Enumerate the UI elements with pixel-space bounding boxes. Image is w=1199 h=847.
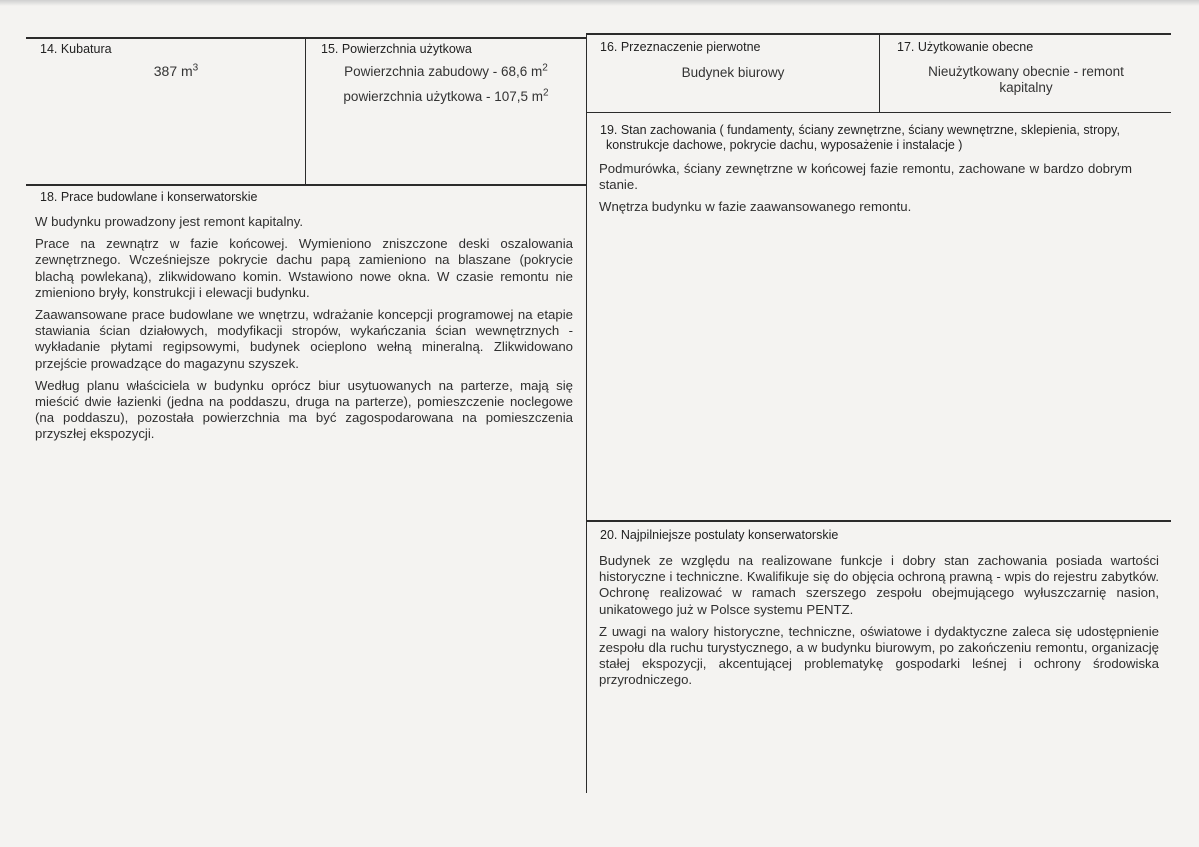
rule-top-left: [26, 37, 586, 39]
kubatura-value: [106, 63, 246, 79]
powierzchnia-uzytkowa-exponent: 2: [543, 87, 549, 99]
stan-label-line1: 19. Stan zachowania ( fundamenty, ściany zewnętrzne, ściany wewnętrzne, sklepienia, stropy,: [600, 123, 1120, 137]
uzytkowanie-label: 17. Użytkowanie obecne: [897, 40, 1034, 54]
prace-paragraph: Prace na zewnątrz w fazie końcowej. Wymieniono zniszczone deski oszalowania zewnętrznego. Wcześniejsze pokrycie dachu papą zamieniono na blaszane (pokrycie blachą powlekaną), zlikwidowano komin. Wstawiono nowe okna. W czasie remontu nie zmieniono bryły, konstrukcji i elewacji budynku.: [35, 236, 573, 300]
postulaty-paragraph: Budynek ze względu na realizowane funkcje i dobry stan zachowania posiada wartości historyczne i techniczne. Kwalifikuje się do objęcia ochroną prawną - wpis do rejestru zabytków. Ochronę realizować w ramach szerszego zespołu obejmującego wyłuszczarnię nasion, unikatowego już w Polsce systemu PENTZ.: [599, 553, 1159, 617]
powierzchnia-uzytkowa-text: powierzchnia użytkowa - 107,5 m: [343, 89, 544, 104]
powierzchnia-label: 15. Powierzchnia użytkowa: [321, 42, 472, 56]
prace-paragraph: Według planu właściciela w budynku oprócz biur usytuowanych na parterze, mają się mieścić dwie łazienki (jedna na poddaszu, druga na parterze), pomieszczenie noclegowe (na poddaszu), pozostała powierzchnia ma być zagospodarowana na pomieszczenia przyszłej ekspozycji.: [35, 377, 573, 442]
powierzchnia-line1: [306, 64, 586, 79]
page-top-edge: [0, 0, 1199, 6]
prace-paragraph: W budynku prowadzony jest remont kapitalny.: [35, 214, 304, 229]
postulaty-paragraph: Z uwagi na walory historyczne, techniczne, oświatowe i dydaktyczne zaleca się udostępnienie zespołu dla ruchu turystycznego, a w budynku biurowym, po zakończeniu remontu, organizację stałej ekspozycji, akcentującej problematykę gospodarki leśnej i ochrony środowiska przyrodniczego.: [599, 623, 1159, 688]
postulaty-text: [599, 553, 1159, 695]
powierzchnia-zabudowy-text: Powierzchnia zabudowy - 68,6 m: [344, 64, 543, 79]
postulaty-label: 20. Najpilniejsze postulaty konserwatorskie: [600, 528, 839, 542]
powierzchnia-line2: [306, 89, 586, 104]
divider-14-15: [305, 37, 306, 185]
prace-paragraph: Zaawansowane prace budowlane we wnętrzu, wdrażanie koncepcji programowej na etapie stawiania ścian działowych, modyfikacji stropów, wykańczania ścian wewnętrznych - wykładanie płytami regipsowymi, budynek ocieplono wełną mineralną. Zlikwidowano przejście prowadzące do magazynu szyszek.: [35, 307, 573, 371]
prace-label: 18. Prace budowlane i konserwatorskie: [40, 190, 258, 204]
rule-under-16-17: [586, 112, 1171, 113]
przeznaczenie-value: Budynek biurowy: [681, 65, 785, 80]
stan-text: [599, 161, 1132, 222]
stan-paragraph: Podmurówka, ściany zewnętrzne w końcowej fazie remontu, zachowane w bardzo dobrym stanie.: [599, 161, 1132, 193]
przeznaczenie-label: 16. Przeznaczenie pierwotne: [600, 40, 761, 54]
divider-main: [586, 33, 587, 793]
stan-label-line2: konstrukcje dachowe, pokrycie dachu, wyposażenie i instalacje ): [606, 138, 963, 152]
divider-16-17: [879, 33, 880, 113]
kubatura-label: 14. Kubatura: [40, 42, 112, 56]
powierzchnia-zabudowy-exponent: 2: [542, 62, 548, 74]
kubatura-unit-exponent: 3: [192, 62, 199, 74]
rule-above-18: [26, 184, 586, 186]
kubatura-number: 387 m: [153, 63, 193, 79]
prace-text: [35, 214, 573, 449]
uzytkowanie-value: Nieużytkowany obecnie - remont kapitalny: [928, 64, 1124, 95]
rule-above-20: [586, 520, 1171, 522]
stan-paragraph: Wnętrza budynku w fazie zaawansowanego remontu.: [599, 199, 912, 215]
